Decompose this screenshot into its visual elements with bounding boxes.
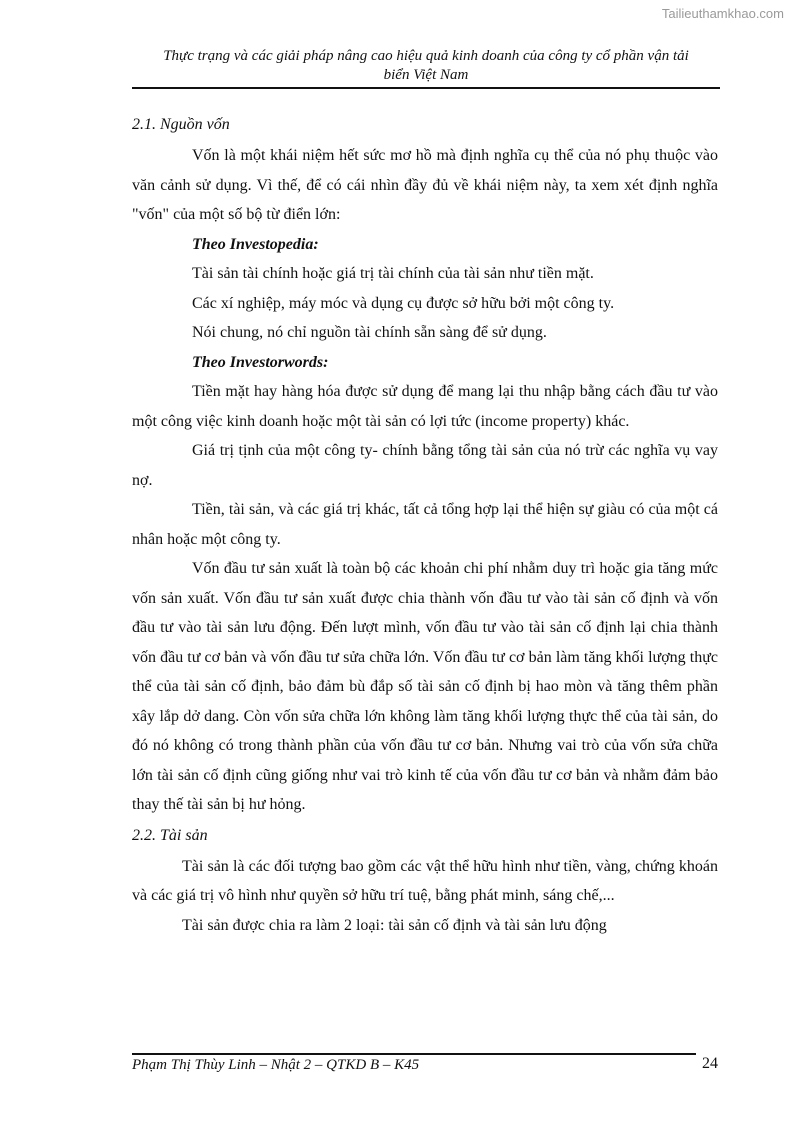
header-title-line1: Thực trạng và các giải pháp nâng cao hiệu quả kinh doanh của công ty cổ phần vận tải (163, 48, 689, 64)
running-header (132, 47, 720, 85)
subheading-investopedia: Theo Investopedia: (192, 235, 319, 253)
subheading-investorwords: Theo Investorwords: (192, 353, 329, 371)
investopedia-item: Tài sản tài chính hoặc giá trị tài chính của tài sản như tiền mặt. (192, 265, 594, 282)
section-heading-2-2: 2.2. Tài sản (132, 826, 208, 844)
investorwords-paragraph: Tiền mặt hay hàng hóa được sử dụng để mang lại thu nhập bằng cách đầu tư vào một công việc kinh doanh hoặc một tài sản có lợi tức (income property) khác. (132, 383, 718, 430)
investopedia-item: Các xí nghiệp, máy móc và dụng cụ được sở hữu bởi một công ty. (192, 294, 615, 312)
investorwords-paragraph: Tiền, tài sản, và các giá trị khác, tất cả tổng hợp lại thể hiện sự giàu có của một cá nhân hoặc một công ty. (132, 501, 718, 548)
page-body (132, 113, 718, 940)
header-rule (132, 87, 720, 89)
page-number: 24 (702, 1055, 718, 1072)
footer-rule (132, 1053, 696, 1055)
investopedia-item: Nói chung, nó chỉ nguồn tài chính sẵn sàng để sử dụng. (192, 324, 547, 341)
paragraph-intro: Vốn là một khái niệm hết sức mơ hồ mà định nghĩa cụ thể của nó phụ thuộc vào văn cảnh sử dụng. Vì thế, để có cái nhìn đầy đủ về khái niệm này, ta xem xét định nghĩa "vốn" của một số bộ từ điển lớn: (132, 147, 718, 223)
investorwords-paragraph: Giá trị tịnh của một công ty- chính bằng tổng tài sản của nó trừ các nghĩa vụ vay nợ. (132, 442, 718, 489)
watermark: Tailieuthamkhao.com (661, 6, 784, 21)
investorwords-paragraph: Vốn đầu tư sản xuất là toàn bộ các khoản chi phí nhằm duy trì hoặc gia tăng mức vốn sản xuất. Vốn đầu tư sản xuất được chia thành vốn đầu tư vào tài sản cố định và vốn đầu tư vào tài sản lưu động. Đến lượt mình, vốn đầu tư vào tài sản cố định lại chia thành vốn đầu tư cơ bản và vốn đầu tư sửa chữa lớn. Vốn đầu tư cơ bản làm tăng khối lượng thực thể của tài sản cố định, bảo đảm bù đắp số tài sản cố định bị hao mòn và tăng thêm phần xây lắp dở dang. Còn vốn sửa chữa lớn không làm tăng khối lượng thực thể của tài sản, do đó nó không có trong thành phần của vốn đầu tư cơ bản. Nhưng vai trò của vốn sửa chữa lớn tài sản cố định cũng giống như vai trò kinh tế của vốn đầu tư cơ bản và nhằm đảm bảo thay thế tài sản bị hư hỏng. (132, 560, 718, 813)
footer-author: Phạm Thị Thùy Linh – Nhật 2 – QTKD B – K45 (132, 1057, 420, 1073)
section-heading-2-1: 2.1. Nguồn vốn (132, 116, 230, 133)
assets-paragraph: Tài sản được chia ra làm 2 loại: tài sản cố định và tài sản lưu động (182, 916, 607, 934)
header-title-line2: biển Việt Nam (383, 67, 469, 83)
assets-paragraph: Tài sản là các đối tượng bao gồm các vật thể hữu hình như tiền, vàng, chứng khoán và các giá trị vô hình như quyền sở hữu trí tuệ, bằng phát minh, sáng chế,... (132, 857, 718, 904)
